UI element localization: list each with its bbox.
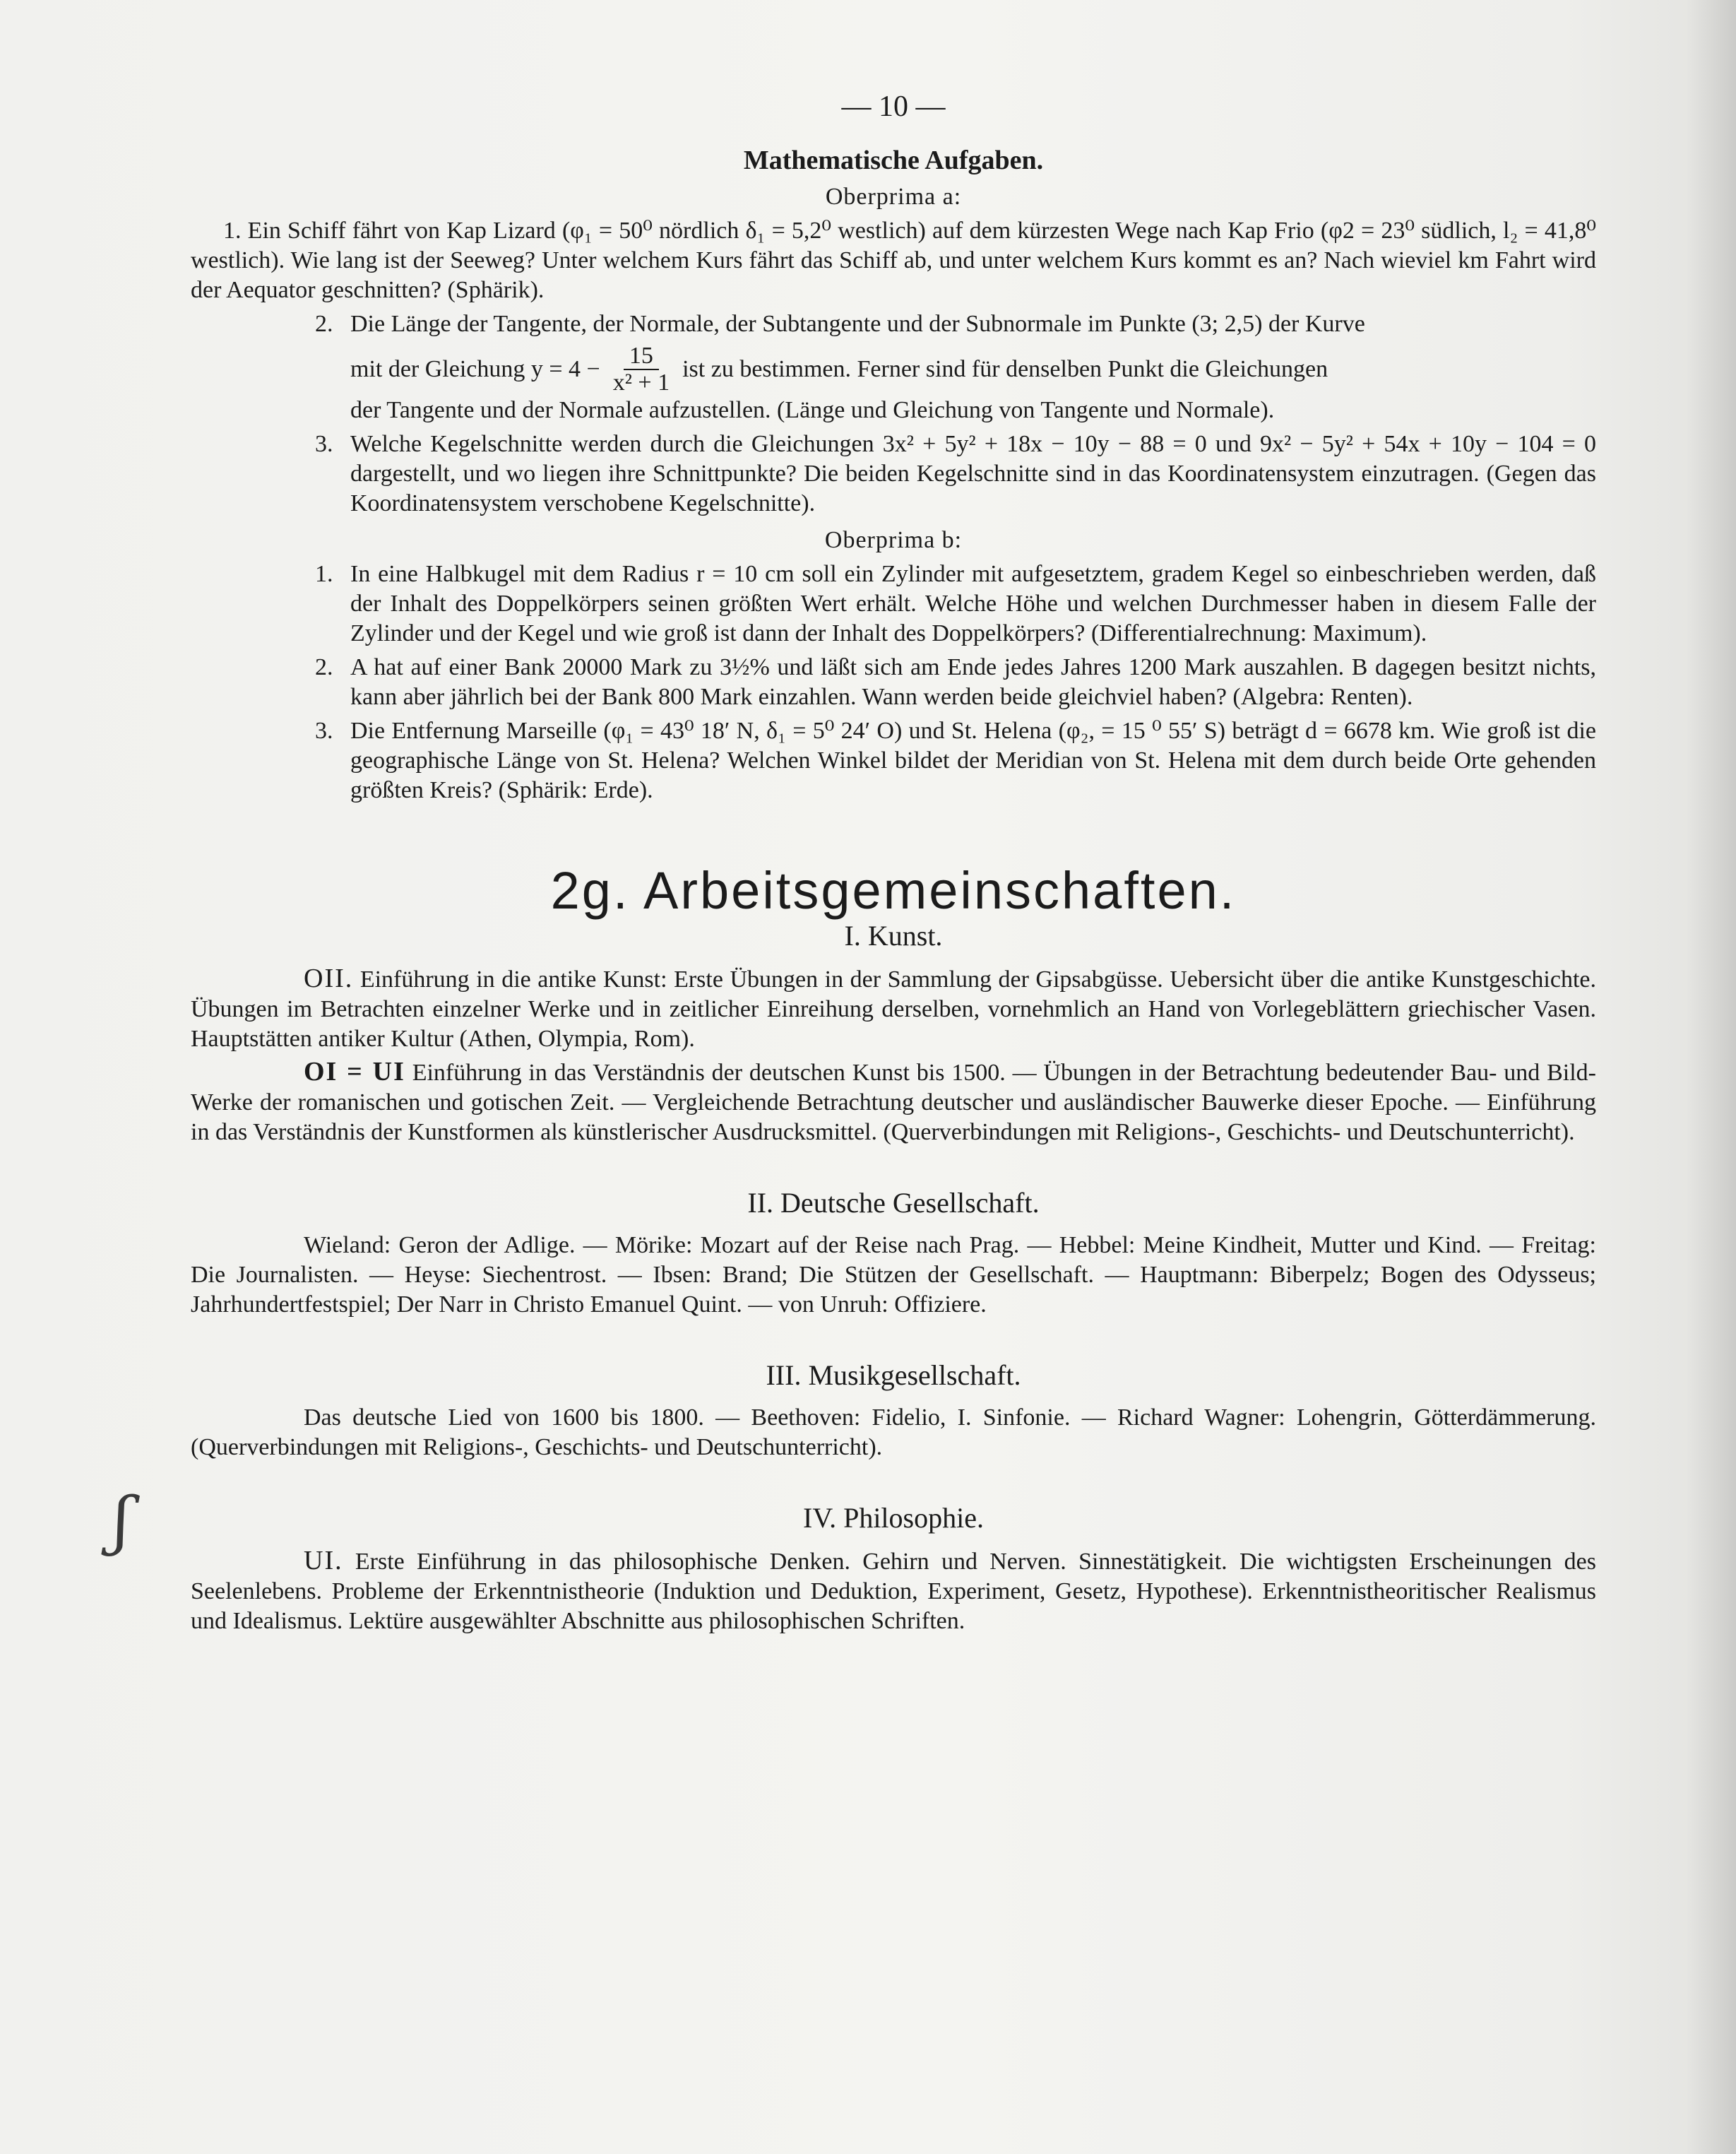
section-heading: III. Musikgesellschaft. [766,1359,1021,1391]
paragraph [191,1057,1596,1147]
fraction [613,343,670,396]
formula-prefix: mit der Gleichung y = 4 − [350,356,600,382]
task-text: In eine Halbkugel mit dem Radius r = 10 cm soll ein Zylinder mit aufgesetztem, gradem Kegel so einbeschrieben werden, daß der Inhalt des Doppelkörpers seinen größten Wert erhält. Welche Höhe und welchen Durchmesser haben in diesem Falle der Zylinder und der Kegel und wie groß ist dann der Inhalt des Doppelkörpers? (Differentialrechnung: Maximum). [350,561,1596,646]
section-heading: I. Kunst. [844,920,943,952]
task-number: 1. [315,561,333,587]
task-item [315,653,1596,712]
task-text: Die Länge der Tangente, der Normale, der Subtangente und der Subnormale im Punkte (3; 2,5) der Kurve [350,311,1365,337]
paragraph-lead: UI. [304,1546,343,1575]
task-item [315,309,1596,339]
formula-line [350,343,1596,396]
task-number: 1. [223,218,242,244]
page-number: — 10 — [841,90,946,123]
task-number: 2. [315,311,333,337]
task-text: A hat auf einer Bank 20000 Mark zu 3½% und läßt sich am Ende jedes Jahres 1200 Mark auszahlen. B dagegen besitzt nichts, kann aber jährlich bei der Bank 800 Mark einzahlen. Wann werden beide gleichviel haben? (Algebra: Renten). [350,654,1596,710]
task-item [315,430,1596,519]
task-number: 3. [315,431,333,457]
task-item [315,716,1596,805]
section-heading: II. Deutsche Gesellschaft. [747,1187,1040,1219]
task-text: Ein Schiff fährt von Kap Lizard (φ₁ = 50⁰ nördlich δ₁ = 5,2⁰ westlich) auf dem kürzesten Wege nach Kap Frio (φ2 = 23⁰ südlich, l₂ = 41,8⁰ westlich). Wie lang ist der Seeweg? Unter welchem Kurs fährt das Schiff ab, und unter welchem Kurs kommt es an? Nach wieviel km Fahrt wird der Aequator geschnitten? (Sphärik). [191,218,1596,303]
paragraph [191,964,1596,1054]
paragraph-lead: OII. [304,964,354,993]
group-heading: Oberprima a: [825,184,962,210]
page-content [191,92,1596,1639]
handwritten-mark: ʃ [113,1484,131,1558]
math-title: Mathematische Aufgaben. [743,146,1044,175]
paragraph [191,1546,1596,1636]
section-heading: IV. Philosophie. [803,1502,984,1534]
paragraph-text: Das deutsche Lied von 1600 bis 1800. — Beethoven: Fidelio, I. Sinfonie. — Richard Wagner: Lohengrin, Götterdämmerung. (Querverbindungen mit Religions-, Geschichts- und Deutschunterricht). [191,1404,1596,1460]
paragraph-lead: OI = UI [304,1057,405,1087]
formula-suffix: ist zu bestimmen. Ferner sind für denselben Punkt die Gleichungen [682,356,1328,382]
paragraph-text: Wieland: Geron der Adlige. — Mörike: Mozart auf der Reise nach Prag. — Hebbel: Meine Kindheit, Mutter und Kind. — Freitag: Die Journalisten. — Heyse: Siechentrost. — Ibsen: Brand; Die Stützen der Gesellschaft. — Hauptmann: Biberpelz; Bogen des Odysseus; Jahrhundertfestspiel; Der Narr in Christo Emanuel Quint. — von Unruh: Offiziere. [191,1232,1596,1318]
task-text: der Tangente und der Normale aufzustellen. (Länge und Gleichung von Tangente und Normale). [350,397,1275,423]
paragraph-text: Erste Einführung in das philosophische Denken. Gehirn und Nerven. Sinnestätigkeit. Die wichtigsten Erscheinungen des Seelenlebens. Probleme der Erkenntnistheorie (Induktion und Deduktion, Experiment, Gesetz, Hypothese). Erkenntnistheoritischer Realismus und Idealismus. Lektüre ausgewählter Abschnitte aus philosophischen Schriften. [191,1549,1596,1634]
task-number: 3. [315,718,333,744]
task-item [315,560,1596,649]
fraction-numerator: 15 [624,343,659,370]
paragraph-text: Einführung in das Verständnis der deutschen Kunst bis 1500. — Übungen in der Betrachtung bedeutender Bau- und Bild-Werke der romanischen und gotischen Zeit. — Vergleichende Betrachtung deutscher und ausländischer Bauwerke dieser Epoche. — Einführung in das Verständnis der Kunstformen als künstlerischer Ausdrucksmittel. (Querverbindungen mit Religions-, Geschichts- und Deutschunterricht). [191,1060,1596,1145]
task-item [191,216,1596,305]
section-title: 2g. Arbeitsgemeinschaften. [550,861,1237,920]
task-text: Die Entfernung Marseille (φ₁ = 43⁰ 18′ N, δ₁ = 5⁰ 24′ O) und St. Helena (φ₂, = 15 ⁰ 55′ S) beträgt d = 6678 km. Wie groß ist die geographische Länge von St. Helena? Welchen Winkel bildet der Meridian von St. Helena mit dem durch beide Orte gehenden größten Kreis? (Sphärik: Erde). [350,718,1596,803]
fraction-denominator: x² + 1 [612,369,670,396]
task-text: Welche Kegelschnitte werden durch die Gleichungen 3x² + 5y² + 18x − 10y − 88 = 0 und 9x² − 5y² + 54x + 10y − 104 = 0 dargestellt, und wo liegen ihre Schnittpunkte? Die beiden Kegelschnitte sind in das Koordinatensystem einzutragen. (Gegen das Koordinatensystem verschobene Kegelschnitte). [350,431,1596,516]
group-heading: Oberprima b: [824,527,963,553]
paragraph-text: Einführung in die antike Kunst: Erste Übungen in der Sammlung der Gipsabgüsse. Uebersicht über die antike Kunstgeschichte. Übungen im Betrachten einzelner Werke und in zeitlicher Einreihung derselben, vornehmlich an Hand von Vorlegeblättern griechischer Vasen. Hauptstätten antiker Kultur (Athen, Olympia, Rom). [191,966,1597,1052]
paragraph [191,1231,1596,1320]
task-number: 2. [315,654,333,680]
page-shadow [1687,0,1736,2154]
task-continuation [350,396,1596,425]
paragraph [191,1403,1596,1462]
